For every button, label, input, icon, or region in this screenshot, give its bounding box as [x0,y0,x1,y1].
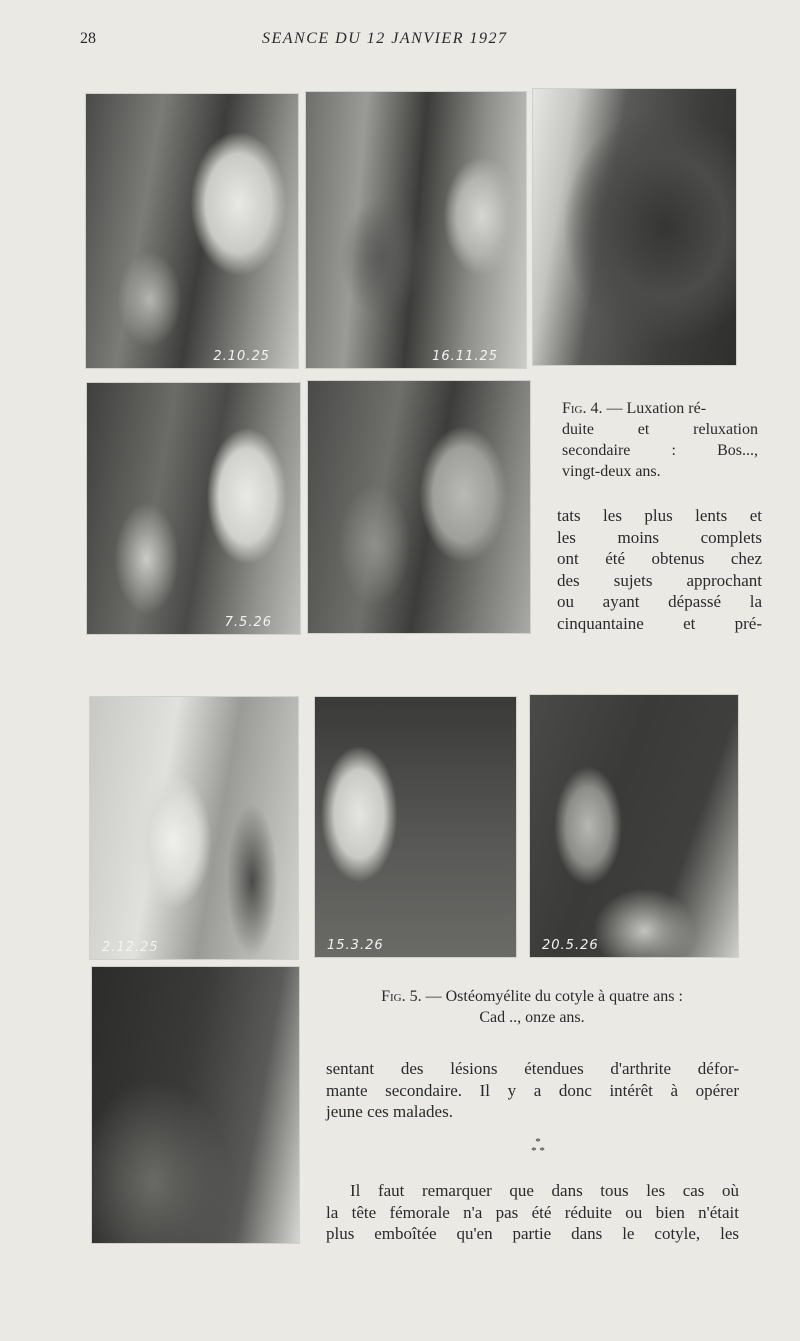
text-line: cinquantaine et pré- [557,613,762,633]
paragraph-1 [326,1058,739,1123]
text-line: tats les plus lents et [557,506,762,525]
text-line: plus emboîtée qu'en partie dans le cotyle, les [326,1224,739,1243]
separator-star: * [535,1136,541,1148]
side-text-column [557,505,762,634]
text-line: des sujets approchant [557,570,762,590]
text-line: mante secondaire. Il y a donc intérêt à opérer [326,1080,739,1100]
text-line: les moins complets [557,527,762,547]
paragraph-2 [326,1180,739,1245]
xray-date-label: 20.5.26 [542,938,599,953]
fig4-xray-2 [305,91,527,369]
fig5-xray-3 [529,694,739,958]
caption-label: Fig. 4. [562,400,603,417]
caption-label: Fig. 5. [381,988,422,1005]
caption-line: secondaire : Bos..., [562,442,758,459]
figure-4-caption [562,398,762,482]
page-number: 28 [80,30,96,47]
caption-line: Cad .., onze ans. [479,1009,585,1026]
fig4-xray-5 [307,380,531,634]
fig5-xray-2 [314,696,517,958]
caption-line: vingt-deux ans. [562,463,661,480]
fig4-xray-4 [86,382,301,635]
section-separator [528,1138,548,1156]
xray-date-label: 7.5.26 [224,615,272,630]
figure-5-caption [322,986,742,1028]
caption-line: — Luxation ré- [606,400,707,417]
text-line: sentant des lésions étendues d'arthrite défor- [326,1059,739,1078]
text-line: jeune ces malades. [326,1102,453,1121]
fig5-xray-1 [89,696,299,960]
running-title: SEANCE DU 12 JANVIER 1927 [262,30,508,47]
xray-date-label: 2.12.25 [102,940,159,955]
text-line: ou ayant dépassé la [557,592,762,611]
xray-date-label: 16.11.25 [432,349,498,364]
xray-date-label: 15.3.26 [327,938,384,953]
separator-stars: * * [531,1145,545,1157]
caption-line: duite et reluxation [562,421,758,438]
xray-date-label: 2.10.25 [213,349,270,364]
caption-line: — Ostéomyélite du cotyle à quatre ans : [425,988,683,1005]
text-line: Il faut remarquer que dans tous les cas où [350,1181,739,1200]
fig5-xray-4 [91,966,300,1244]
fig4-xray-1 [85,93,299,369]
fig4-xray-3 [532,88,737,366]
text-line: la tête fémorale n'a pas été réduite ou bien n'était [326,1202,739,1222]
text-line: ont été obtenus chez [557,549,762,568]
